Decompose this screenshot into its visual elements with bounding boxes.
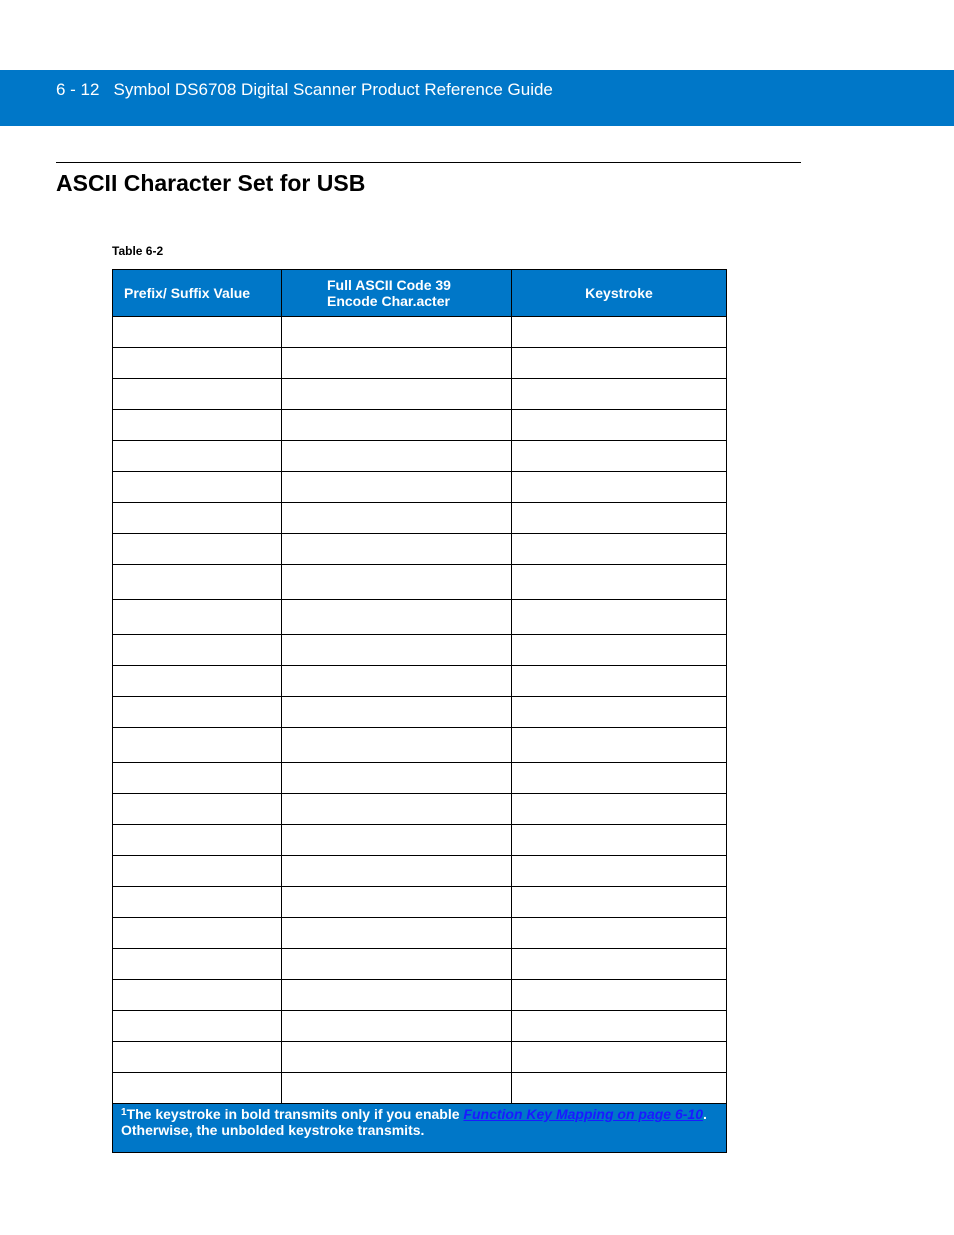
cell-code39 (282, 697, 512, 728)
cell-code39 (282, 666, 512, 697)
header-code39 (282, 270, 512, 317)
cell-keystroke (512, 980, 727, 1011)
table-row (113, 887, 727, 918)
cell-code39 (282, 763, 512, 794)
cell-keystroke (512, 666, 727, 697)
table-row (113, 635, 727, 666)
table-row (113, 441, 727, 472)
table-row (113, 1011, 727, 1042)
cell-prefix-suffix (113, 379, 282, 410)
table-row (113, 503, 727, 534)
cell-keystroke (512, 410, 727, 441)
cell-code39 (282, 534, 512, 565)
cell-prefix-suffix (113, 1042, 282, 1073)
cell-prefix-suffix (113, 856, 282, 887)
cell-code39 (282, 410, 512, 441)
cell-keystroke (512, 697, 727, 728)
table-footnote (113, 1104, 727, 1153)
cell-code39 (282, 794, 512, 825)
table-caption: Table 6-2 (112, 244, 164, 258)
ascii-table (112, 269, 727, 1153)
guide-title: Symbol DS6708 Digital Scanner Product Reference Guide (113, 80, 553, 99)
cell-prefix-suffix (113, 794, 282, 825)
cell-prefix-suffix (113, 980, 282, 1011)
table-row (113, 825, 727, 856)
table-row (113, 697, 727, 728)
cell-code39 (282, 565, 512, 600)
cell-keystroke (512, 503, 727, 534)
header-prefix-suffix: Prefix/ Suffix Value (113, 270, 282, 317)
function-key-mapping-link[interactable]: Function Key Mapping on page 6-10 (463, 1106, 703, 1122)
cell-prefix-suffix (113, 666, 282, 697)
section-rule (56, 162, 801, 163)
table-row (113, 1073, 727, 1104)
cell-code39 (282, 600, 512, 635)
cell-keystroke (512, 379, 727, 410)
cell-prefix-suffix (113, 1011, 282, 1042)
cell-keystroke (512, 472, 727, 503)
cell-code39 (282, 856, 512, 887)
cell-keystroke (512, 317, 727, 348)
cell-prefix-suffix (113, 1073, 282, 1104)
table-row (113, 1042, 727, 1073)
cell-keystroke (512, 1042, 727, 1073)
header-code39-line1: Full ASCII Code 39 (327, 277, 451, 293)
cell-code39 (282, 503, 512, 534)
header-keystroke: Keystroke (512, 270, 727, 317)
cell-code39 (282, 980, 512, 1011)
cell-code39 (282, 635, 512, 666)
cell-prefix-suffix (113, 825, 282, 856)
cell-keystroke (512, 825, 727, 856)
table-row (113, 918, 727, 949)
cell-code39 (282, 825, 512, 856)
cell-keystroke (512, 1011, 727, 1042)
table-body (113, 317, 727, 1104)
cell-prefix-suffix (113, 472, 282, 503)
cell-code39 (282, 348, 512, 379)
cell-code39 (282, 949, 512, 980)
cell-prefix-suffix (113, 949, 282, 980)
cell-prefix-suffix (113, 565, 282, 600)
cell-code39 (282, 1073, 512, 1104)
table-row (113, 763, 727, 794)
cell-code39 (282, 441, 512, 472)
cell-prefix-suffix (113, 728, 282, 763)
footnote-marker: 1 (121, 1107, 127, 1118)
cell-keystroke (512, 565, 727, 600)
table-row (113, 565, 727, 600)
cell-code39 (282, 472, 512, 503)
cell-prefix-suffix (113, 697, 282, 728)
cell-prefix-suffix (113, 348, 282, 379)
cell-code39 (282, 379, 512, 410)
table-row (113, 980, 727, 1011)
cell-prefix-suffix (113, 410, 282, 441)
cell-code39 (282, 918, 512, 949)
cell-prefix-suffix (113, 317, 282, 348)
table-row (113, 472, 727, 503)
cell-keystroke (512, 728, 727, 763)
cell-prefix-suffix (113, 534, 282, 565)
cell-prefix-suffix (113, 503, 282, 534)
footnote-row (113, 1104, 727, 1153)
cell-prefix-suffix (113, 887, 282, 918)
cell-code39 (282, 728, 512, 763)
cell-prefix-suffix (113, 918, 282, 949)
cell-prefix-suffix (113, 763, 282, 794)
cell-keystroke (512, 949, 727, 980)
footnote-text-before: The keystroke in bold transmits only if you enable (126, 1106, 464, 1122)
cell-keystroke (512, 918, 727, 949)
cell-code39 (282, 317, 512, 348)
cell-code39 (282, 1042, 512, 1073)
table-row (113, 348, 727, 379)
cell-keystroke (512, 534, 727, 565)
table-row (113, 794, 727, 825)
footnote-text-after: . Otherwise, the unbolded keystroke transmits. (121, 1106, 707, 1138)
cell-code39 (282, 1011, 512, 1042)
table-row (113, 317, 727, 348)
cell-keystroke (512, 763, 727, 794)
cell-keystroke (512, 441, 727, 472)
table-row (113, 728, 727, 763)
cell-keystroke (512, 856, 727, 887)
cell-prefix-suffix (113, 441, 282, 472)
cell-keystroke (512, 635, 727, 666)
table-row (113, 856, 727, 887)
running-header (56, 78, 553, 102)
table-row (113, 379, 727, 410)
page-number: 6 - 12 (56, 80, 100, 99)
table-row (113, 666, 727, 697)
table-header-row (113, 270, 727, 317)
table-row (113, 600, 727, 635)
section-title: ASCII Character Set for USB (56, 170, 366, 196)
cell-prefix-suffix (113, 600, 282, 635)
cell-keystroke (512, 1073, 727, 1104)
table-row (113, 410, 727, 441)
cell-keystroke (512, 887, 727, 918)
cell-code39 (282, 887, 512, 918)
header-code39-line2: Encode Char.acter (327, 293, 450, 309)
cell-prefix-suffix (113, 635, 282, 666)
table-row (113, 949, 727, 980)
table-row (113, 534, 727, 565)
cell-keystroke (512, 348, 727, 379)
cell-keystroke (512, 794, 727, 825)
cell-keystroke (512, 600, 727, 635)
